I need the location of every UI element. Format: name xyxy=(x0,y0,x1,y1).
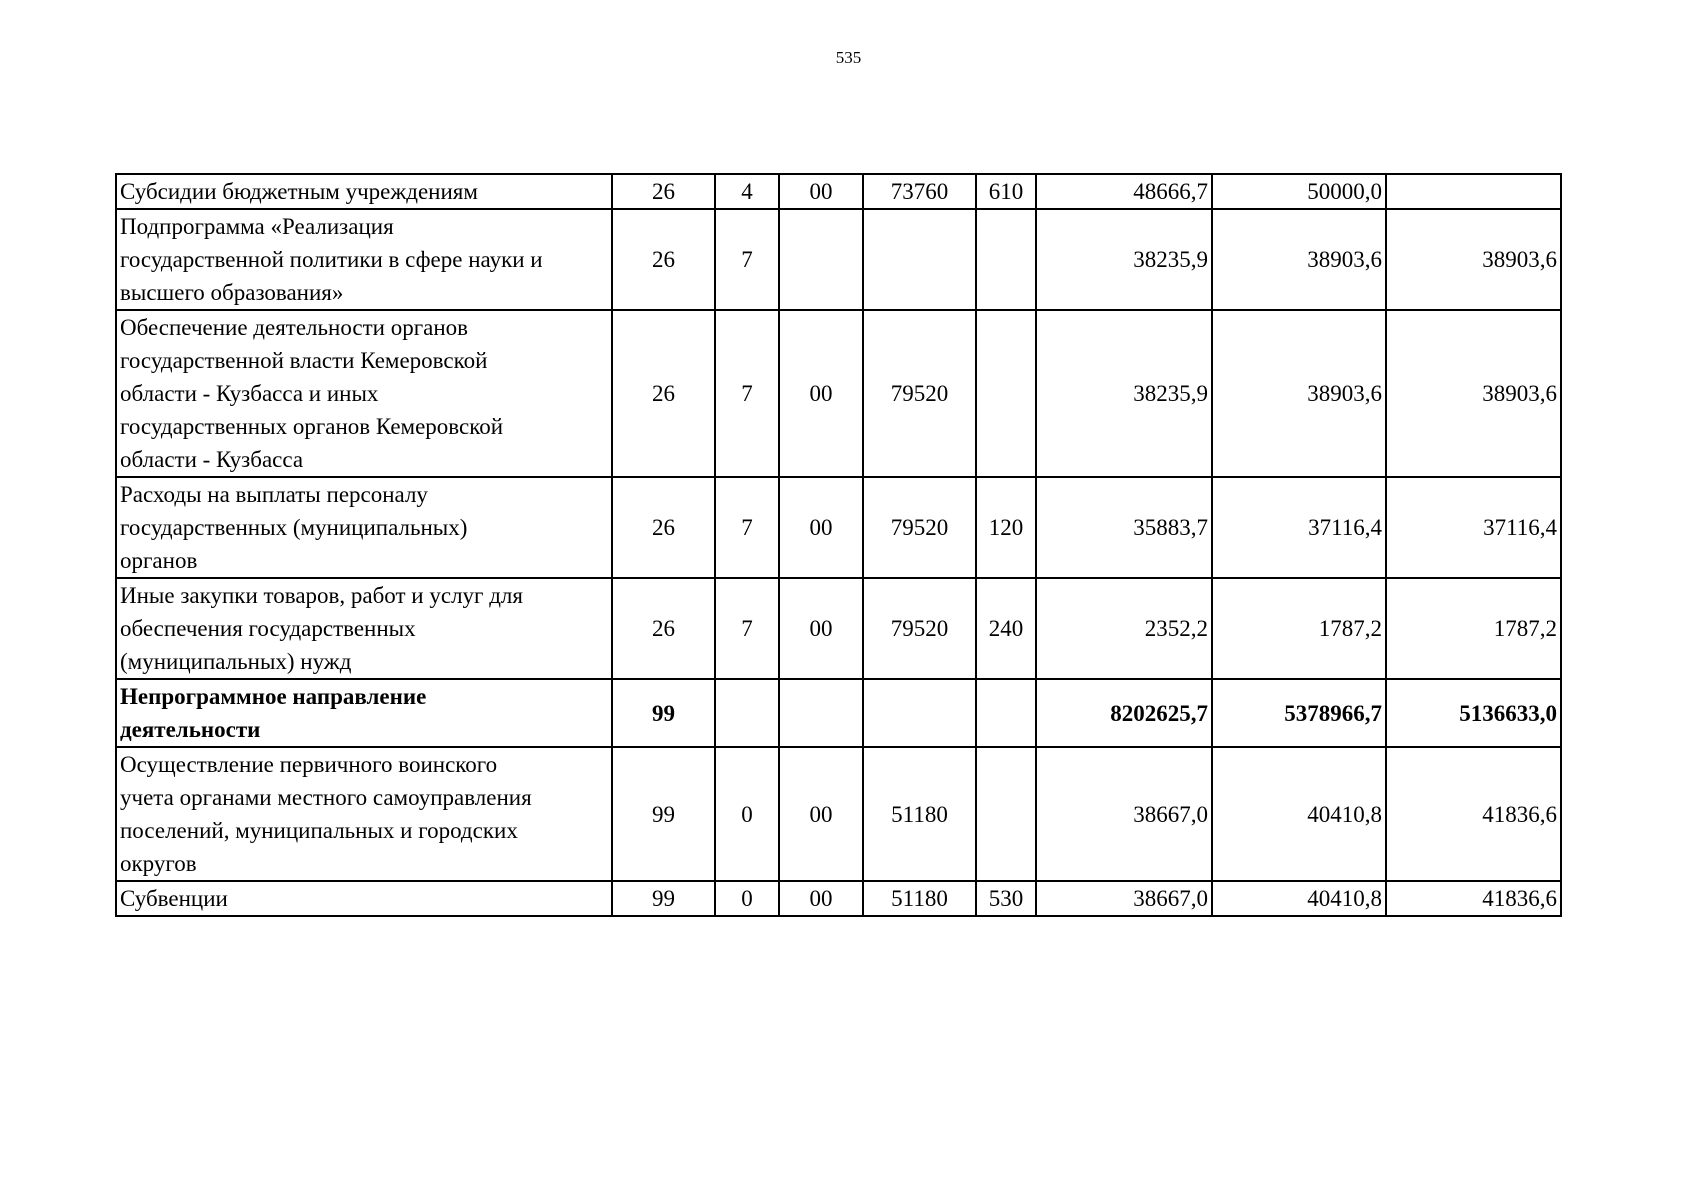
amount-2-cell: 37116,4 xyxy=(1212,477,1386,578)
code-1-cell: 99 xyxy=(612,881,715,916)
table-row xyxy=(116,881,1561,916)
code-2-cell: 7 xyxy=(715,578,779,679)
code-3-cell: 00 xyxy=(779,578,863,679)
amount-1-cell: 35883,7 xyxy=(1036,477,1212,578)
code-2-cell: 7 xyxy=(715,209,779,310)
code-2-cell: 7 xyxy=(715,310,779,477)
table-row xyxy=(116,679,1561,747)
code-5-cell: 610 xyxy=(976,174,1036,209)
code-2-cell: 4 xyxy=(715,174,779,209)
code-5-cell xyxy=(976,310,1036,477)
code-5-cell: 240 xyxy=(976,578,1036,679)
budget-table xyxy=(115,173,1562,917)
amount-1-cell: 38667,0 xyxy=(1036,881,1212,916)
amount-3-cell: 38903,6 xyxy=(1386,310,1561,477)
code-1-cell: 26 xyxy=(612,209,715,310)
table-row xyxy=(116,209,1561,310)
amount-1-cell: 48666,7 xyxy=(1036,174,1212,209)
amount-2-cell: 1787,2 xyxy=(1212,578,1386,679)
code-4-cell: 51180 xyxy=(863,747,976,881)
amount-1-cell: 38667,0 xyxy=(1036,747,1212,881)
code-4-cell: 79520 xyxy=(863,310,976,477)
code-5-cell xyxy=(976,679,1036,747)
code-3-cell xyxy=(779,679,863,747)
code-5-cell: 120 xyxy=(976,477,1036,578)
code-1-cell: 26 xyxy=(612,477,715,578)
page-number: 535 xyxy=(835,48,862,67)
code-1-cell: 26 xyxy=(612,578,715,679)
code-3-cell: 00 xyxy=(779,747,863,881)
amount-3-cell: 5136633,0 xyxy=(1386,679,1561,747)
code-1-cell: 26 xyxy=(612,310,715,477)
amount-3-cell: 41836,6 xyxy=(1386,881,1561,916)
amount-3-cell: 41836,6 xyxy=(1386,747,1561,881)
amount-3-cell: 38903,6 xyxy=(1386,209,1561,310)
row-name-cell: Непрограммное направление деятельности xyxy=(116,679,612,747)
amount-1-cell: 38235,9 xyxy=(1036,209,1212,310)
amount-2-cell: 5378966,7 xyxy=(1212,679,1386,747)
table-row xyxy=(116,747,1561,881)
code-2-cell: 7 xyxy=(715,477,779,578)
code-1-cell: 99 xyxy=(612,747,715,881)
amount-3-cell: 37116,4 xyxy=(1386,477,1561,578)
amount-3-cell: 1787,2 xyxy=(1386,578,1561,679)
row-name-cell: Расходы на выплаты персоналу государственных (муниципальных) органов xyxy=(116,477,612,578)
row-name-cell: Субсидии бюджетным учреждениям xyxy=(116,174,612,209)
row-name-cell: Осуществление первичного воинского учета органами местного самоуправления поселений, муниципальных и городских округов xyxy=(116,747,612,881)
amount-2-cell: 40410,8 xyxy=(1212,747,1386,881)
code-3-cell: 00 xyxy=(779,477,863,578)
amount-1-cell: 2352,2 xyxy=(1036,578,1212,679)
code-2-cell xyxy=(715,679,779,747)
row-name-cell: Иные закупки товаров, работ и услуг для обеспечения государственных (муниципальных) нужд xyxy=(116,578,612,679)
amount-2-cell: 50000,0 xyxy=(1212,174,1386,209)
code-3-cell: 00 xyxy=(779,174,863,209)
code-5-cell xyxy=(976,747,1036,881)
code-4-cell: 79520 xyxy=(863,578,976,679)
row-name-cell: Субвенции xyxy=(116,881,612,916)
code-2-cell: 0 xyxy=(715,881,779,916)
table-row xyxy=(116,578,1561,679)
row-name-cell: Обеспечение деятельности органов государственной власти Кемеровской области - Кузбасса и иных государственных органов Кемеровской области - Кузбасса xyxy=(116,310,612,477)
code-5-cell xyxy=(976,209,1036,310)
code-4-cell: 51180 xyxy=(863,881,976,916)
amount-1-cell: 8202625,7 xyxy=(1036,679,1212,747)
row-name-cell: Подпрограмма «Реализация государственной политики в сфере науки и высшего образования» xyxy=(116,209,612,310)
amount-3-cell xyxy=(1386,174,1561,209)
code-4-cell: 79520 xyxy=(863,477,976,578)
code-3-cell xyxy=(779,209,863,310)
amount-2-cell: 38903,6 xyxy=(1212,310,1386,477)
table-row xyxy=(116,310,1561,477)
amount-1-cell: 38235,9 xyxy=(1036,310,1212,477)
code-5-cell: 530 xyxy=(976,881,1036,916)
code-1-cell: 26 xyxy=(612,174,715,209)
code-3-cell: 00 xyxy=(779,310,863,477)
code-2-cell: 0 xyxy=(715,747,779,881)
code-4-cell: 73760 xyxy=(863,174,976,209)
code-1-cell: 99 xyxy=(612,679,715,747)
code-4-cell xyxy=(863,679,976,747)
code-3-cell: 00 xyxy=(779,881,863,916)
amount-2-cell: 40410,8 xyxy=(1212,881,1386,916)
code-4-cell xyxy=(863,209,976,310)
amount-2-cell: 38903,6 xyxy=(1212,209,1386,310)
table-row xyxy=(116,174,1561,209)
table-row xyxy=(116,477,1561,578)
